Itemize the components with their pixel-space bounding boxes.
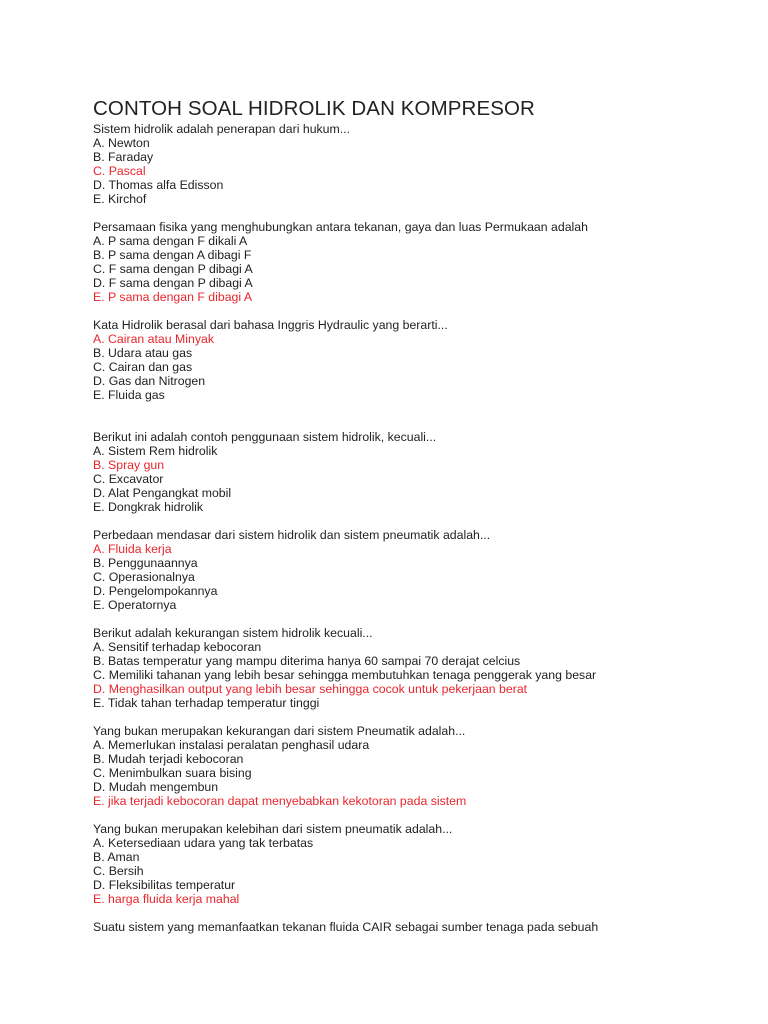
answer-option: C. Operasionalnya	[93, 570, 195, 584]
question-text: Berikut ini adalah contoh penggunaan sistem hidrolik, kecuali...	[93, 430, 437, 444]
answer-option: D. Alat Pengangkat mobil	[93, 486, 232, 500]
answer-option: D. Gas dan Nitrogen	[93, 374, 206, 388]
answer-option: A. Newton	[93, 136, 150, 150]
answer-option: E. Kirchof	[93, 192, 147, 206]
question-1	[93, 122, 743, 206]
question-text: Suatu sistem yang memanfaatkan tekanan fluida CAIR sebagai sumber tenaga pada sebuah	[93, 920, 599, 934]
correct-answer-option: A. Fluida kerja	[93, 542, 172, 556]
question-text: Yang bukan merupakan kelebihan dari sistem pneumatik adalah...	[93, 822, 453, 836]
answer-option: D. Thomas alfa Edisson	[93, 178, 224, 192]
answer-option: E. Tidak tahan terhadap temperatur tinggi	[93, 696, 320, 710]
question-8	[93, 822, 743, 906]
answer-option: B. Faraday	[93, 150, 154, 164]
question-5	[93, 528, 743, 612]
answer-option: E. Operatornya	[93, 598, 177, 612]
question-text: Yang bukan merupakan kekurangan dari sistem Pneumatik adalah...	[93, 724, 466, 738]
correct-answer-option: C. Pascal	[93, 164, 146, 178]
page-title: CONTOH SOAL HIDROLIK DAN KOMPRESOR	[93, 97, 535, 120]
question-text: Persamaan fisika yang menghubungkan antara tekanan, gaya dan luas Permukaan adalah	[93, 220, 588, 234]
spacer	[93, 514, 743, 528]
answer-option: D. Mudah mengembun	[93, 780, 219, 794]
correct-answer-option: D. Menghasilkan output yang lebih besar sehingga cocok untuk pekerjaan berat	[93, 682, 528, 696]
question-3	[93, 318, 743, 402]
spacer	[93, 710, 743, 724]
question-text: Berikut adalah kekurangan sistem hidrolik kecuali...	[93, 626, 373, 640]
answer-option: B. Batas temperatur yang mampu diterima hanya 60 sampai 70 derajat celcius	[93, 654, 521, 668]
answer-option: C. Cairan dan gas	[93, 360, 193, 374]
spacer	[93, 304, 743, 318]
question-text: Perbedaan mendasar dari sistem hidrolik dan sistem pneumatik adalah...	[93, 528, 491, 542]
correct-answer-option: A. Cairan atau Minyak	[93, 332, 214, 346]
question-text: Sistem hidrolik adalah penerapan dari hukum...	[93, 122, 351, 136]
answer-option: A. P sama dengan F dikali A	[93, 234, 248, 248]
answer-option: C. F sama dengan P dibagi A	[93, 262, 253, 276]
document-page	[93, 96, 743, 934]
answer-option: B. Mudah terjadi kebocoran	[93, 752, 244, 766]
question-2	[93, 220, 743, 304]
spacer	[93, 906, 743, 920]
spacer	[93, 612, 743, 626]
correct-answer-option: E. harga fluida kerja mahal	[93, 892, 240, 906]
answer-option: E. Dongkrak hidrolik	[93, 500, 204, 514]
question-6	[93, 626, 743, 710]
answer-option: B. Udara atau gas	[93, 346, 193, 360]
answer-option: B. Aman	[93, 850, 140, 864]
correct-answer-option: B. Spray gun	[93, 458, 165, 472]
correct-answer-option: E. jika terjadi kebocoran dapat menyebabkan kekotoran pada sistem	[93, 794, 467, 808]
answer-option: C. Excavator	[93, 472, 164, 486]
correct-answer-option: E. P sama dengan F dibagi A	[93, 290, 253, 304]
question-text: Kata Hidrolik berasal dari bahasa Inggris Hydraulic yang berarti...	[93, 318, 448, 332]
question-7	[93, 724, 743, 808]
answer-option: D. F sama dengan P dibagi A	[93, 276, 253, 290]
spacer	[93, 206, 743, 220]
answer-option: B. P sama dengan A dibagi F	[93, 248, 252, 262]
spacer	[93, 808, 743, 822]
answer-option: A. Ketersediaan udara yang tak terbatas	[93, 836, 314, 850]
answer-option: C. Bersih	[93, 864, 144, 878]
spacer	[93, 402, 743, 430]
answer-option: E. Fluida gas	[93, 388, 165, 402]
answer-option: D. Fleksibilitas temperatur	[93, 878, 236, 892]
answer-option: C. Memiliki tahanan yang lebih besar sehingga membutuhkan tenaga penggerak yang besar	[93, 668, 597, 682]
question-4	[93, 430, 743, 514]
answer-option: A. Sensitif terhadap kebocoran	[93, 640, 262, 654]
answer-option: D. Pengelompokannya	[93, 584, 218, 598]
answer-option: A. Memerlukan instalasi peralatan penghasil udara	[93, 738, 370, 752]
answer-option: B. Penggunaannya	[93, 556, 198, 570]
answer-option: C. Menimbulkan suara bising	[93, 766, 252, 780]
answer-option: A. Sistem Rem hidrolik	[93, 444, 218, 458]
question-9	[93, 920, 743, 934]
